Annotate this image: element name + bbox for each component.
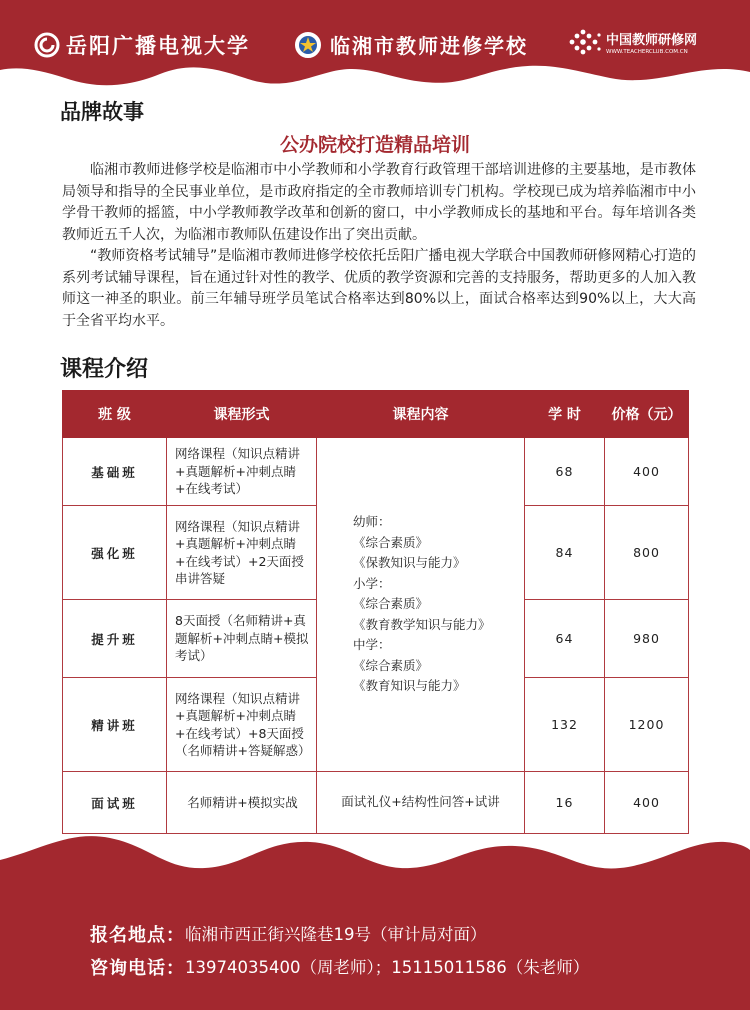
course-content: 面试礼仪+结构性问答+试讲 — [317, 772, 525, 834]
content-line: 《教育知识与能力》 — [353, 678, 466, 694]
course-form: 网络课程（知识点精讲+真题解析+冲刺点睛+在线考试）+8天面授（名师精讲+答疑解惑） — [167, 678, 317, 772]
logo-linxiang-teacher-school — [294, 30, 528, 59]
course-hours: 16 — [525, 772, 605, 834]
footer-wave-background — [0, 830, 750, 1010]
footer-banner — [0, 830, 750, 1010]
course-form: 网络课程（知识点精讲+真题解析+冲刺点睛+在线考试） — [167, 438, 317, 506]
phone-label: 咨询电话： — [90, 958, 185, 979]
address-line — [90, 921, 487, 947]
course-form: 网络课程（知识点精讲+真题解析+冲刺点睛+在线考试）+2天面授串讲答疑 — [167, 506, 317, 600]
logo-teacherclub — [566, 28, 697, 56]
course-price: 400 — [605, 438, 689, 506]
class-name: 强化班 — [63, 506, 167, 600]
table-row — [63, 772, 689, 834]
header-hours: 学 时 — [525, 391, 605, 438]
logo-teacherclub-text: 中国教师研修网 — [606, 33, 698, 48]
content-line: 《综合素质》 — [353, 657, 429, 673]
course-hours: 64 — [525, 600, 605, 678]
brand-story-body — [62, 160, 696, 332]
class-name: 提升班 — [63, 600, 167, 678]
header-form: 课程形式 — [167, 391, 317, 438]
header-banner — [0, 0, 750, 92]
logo-yueyang-tvu-text: 岳阳广播电视大学 — [66, 33, 250, 58]
content-line: 中学： — [353, 637, 391, 653]
course-price: 400 — [605, 772, 689, 834]
course-form: 名师精讲+模拟实战 — [167, 772, 317, 834]
brand-story-headline: 公办院校打造精品培训 — [279, 134, 470, 156]
content-line: 《保教知识与能力》 — [353, 555, 466, 571]
class-name: 基础班 — [63, 438, 167, 506]
course-table — [62, 390, 689, 834]
phone-value: 13974035400（周老师）；15115011586（朱老师） — [185, 958, 590, 977]
class-name: 面试班 — [63, 772, 167, 834]
course-hours: 68 — [525, 438, 605, 506]
table-row — [63, 438, 689, 506]
address-label: 报名地点： — [90, 925, 185, 946]
teacherclub-dots-icon — [566, 28, 602, 56]
course-price: 1200 — [605, 678, 689, 772]
course-table-header-row — [63, 391, 689, 438]
course-intro-heading: 课程介绍 — [60, 357, 149, 382]
course-hours: 84 — [525, 506, 605, 600]
course-content-shared — [317, 438, 525, 772]
content-line: 《综合素质》 — [353, 596, 429, 612]
story-paragraph-1: 临湘市教师进修学校是临湘市中小学教师和小学教育行政管理干部培训进修的主要基地，是市教体局领导和指导的全民事业单位，是市政府指定的全市教师培训专门机构。学校现已成为培养临湘市中小学骨干教师的摇篮，中小学教师教学改革和创新的窗口，中小学教师成长的基地和平台。每年培训各类教师近五千人次，为临湘市教师队伍建设作出了突出贡献。 — [62, 162, 696, 243]
header-class: 班 级 — [63, 391, 167, 438]
class-name: 精讲班 — [63, 678, 167, 772]
content-line: 小学： — [353, 575, 391, 591]
course-price: 980 — [605, 600, 689, 678]
course-price: 800 — [605, 506, 689, 600]
content-line: 《教育教学知识与能力》 — [353, 616, 491, 632]
school-emblem-icon — [294, 31, 322, 59]
content-line: 幼师： — [353, 514, 391, 530]
phone-line — [90, 954, 589, 980]
story-paragraph-2: “教师资格考试辅导”是临湘市教师进修学校依托岳阳广播电视大学联合中国教师研修网精心打造的系列考试辅导课程，旨在通过针对性的教学、优质的教学资源和完善的支持服务，帮助更多的人加入教师这一神圣的职业。前三年辅导班学员笔试合格率达到80%以上，面试合格率达到90%以上，大大高于全省平均水平。 — [62, 248, 696, 329]
brand-story-heading: 品牌故事 — [60, 100, 144, 124]
logo-linxiang-teacher-school-text: 临湘市教师进修学校 — [330, 34, 528, 58]
address-value: 临湘市西正街兴隆巷19号（审计局对面） — [185, 925, 487, 944]
header-price: 价格（元） — [605, 391, 689, 438]
content-line: 《综合素质》 — [353, 534, 429, 550]
course-hours: 132 — [525, 678, 605, 772]
logo-teacherclub-url: WWW.TEACHERCLUB.COM.CN — [606, 49, 688, 55]
course-form: 8天面授（名师精讲+真题解析+冲刺点睛+模拟考试） — [167, 600, 317, 678]
tvu-emblem-icon — [34, 32, 60, 58]
logo-yueyang-tvu — [34, 30, 250, 60]
header-content: 课程内容 — [317, 391, 525, 438]
